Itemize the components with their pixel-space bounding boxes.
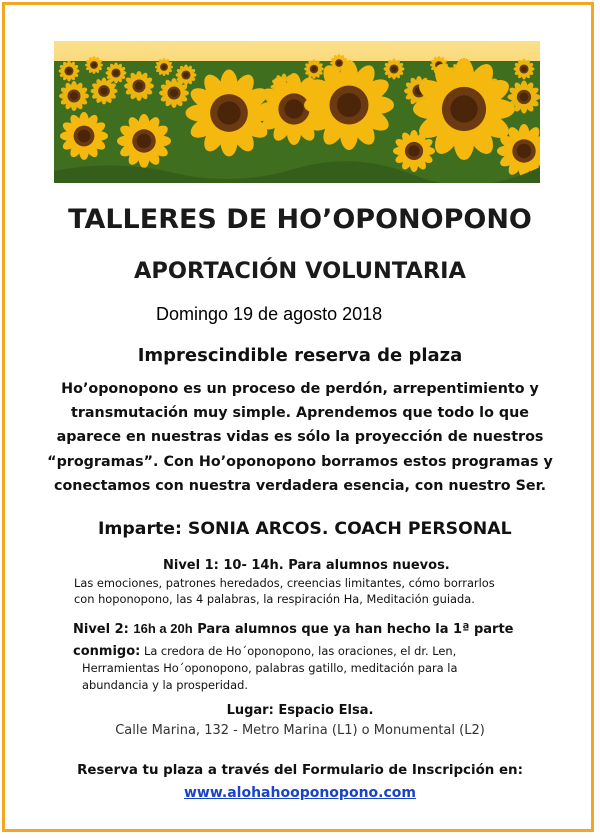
level1-line: con hoponopono, las 4 palabras, la respiración Ha, Meditación guiada. <box>74 591 475 606</box>
level2-heading-rest: Para alumnos que ya han hecho la 1ª parte <box>197 622 514 637</box>
venue-address: Calle Marina, 132 - Metro Marina (L1) o Monumental (L2) <box>115 723 485 738</box>
instructor-label: Imparte: <box>98 519 182 539</box>
description-line: Ho’oponopono es un proceso de perdón, arrepentimiento y <box>61 381 539 397</box>
website-link[interactable]: www.alohahooponopono.com <box>184 785 416 801</box>
event-date: Domingo 19 de agosto 2018 <box>156 304 383 324</box>
level2-heading <box>73 621 513 637</box>
level2-line: La credora de Ho´oponopono, las oraciones, el dr. Len, <box>143 644 457 658</box>
poster-title: TALLERES DE HO’OPONOPONO <box>68 204 532 235</box>
level1-heading: Nivel 1: 10- 14h. Para alumnos nuevos. <box>163 558 450 573</box>
description-paragraph <box>0 377 600 498</box>
description-line: aparece en nuestras vidas es sólo la proyección de nuestros <box>56 429 544 446</box>
level1-description <box>74 576 544 607</box>
level2-description <box>82 660 542 693</box>
level2-time: 16h a 20h <box>133 621 193 636</box>
signup-text: Reserva tu plaza a través del Formulario de Inscripción en: <box>77 763 523 778</box>
level2-line: abundancia y la prosperidad. <box>82 677 248 692</box>
reservation-note: Imprescindible reserva de plaza <box>137 345 463 366</box>
instructor-line <box>98 519 512 539</box>
level2-line: Herramientas Ho´oponopono, palabras gatillo, meditación para la <box>82 661 458 675</box>
sunflower-field-image <box>54 41 540 183</box>
venue-label: Lugar: Espacio Elsa. <box>226 703 374 718</box>
description-line: transmutación muy simple. Aprendemos que todo lo que <box>71 405 529 422</box>
level2-first-line <box>73 643 543 660</box>
description-line: conectamos con nuestra verdadera esencia, con nuestro Ser. <box>53 477 547 494</box>
level1-line: Las emociones, patrones heredados, creencias limitantes, cómo borrarlos <box>74 576 495 590</box>
poster-subtitle: APORTACIÓN VOLUNTARIA <box>134 258 466 284</box>
level2-label: Nivel 2: <box>73 622 129 637</box>
instructor-name: SONIA ARCOS. COACH PERSONAL <box>187 519 512 539</box>
level2-conmigo: conmigo: <box>73 644 141 659</box>
description-line: “programas”. Con Ho’oponopono borramos estos programas y <box>47 453 553 470</box>
